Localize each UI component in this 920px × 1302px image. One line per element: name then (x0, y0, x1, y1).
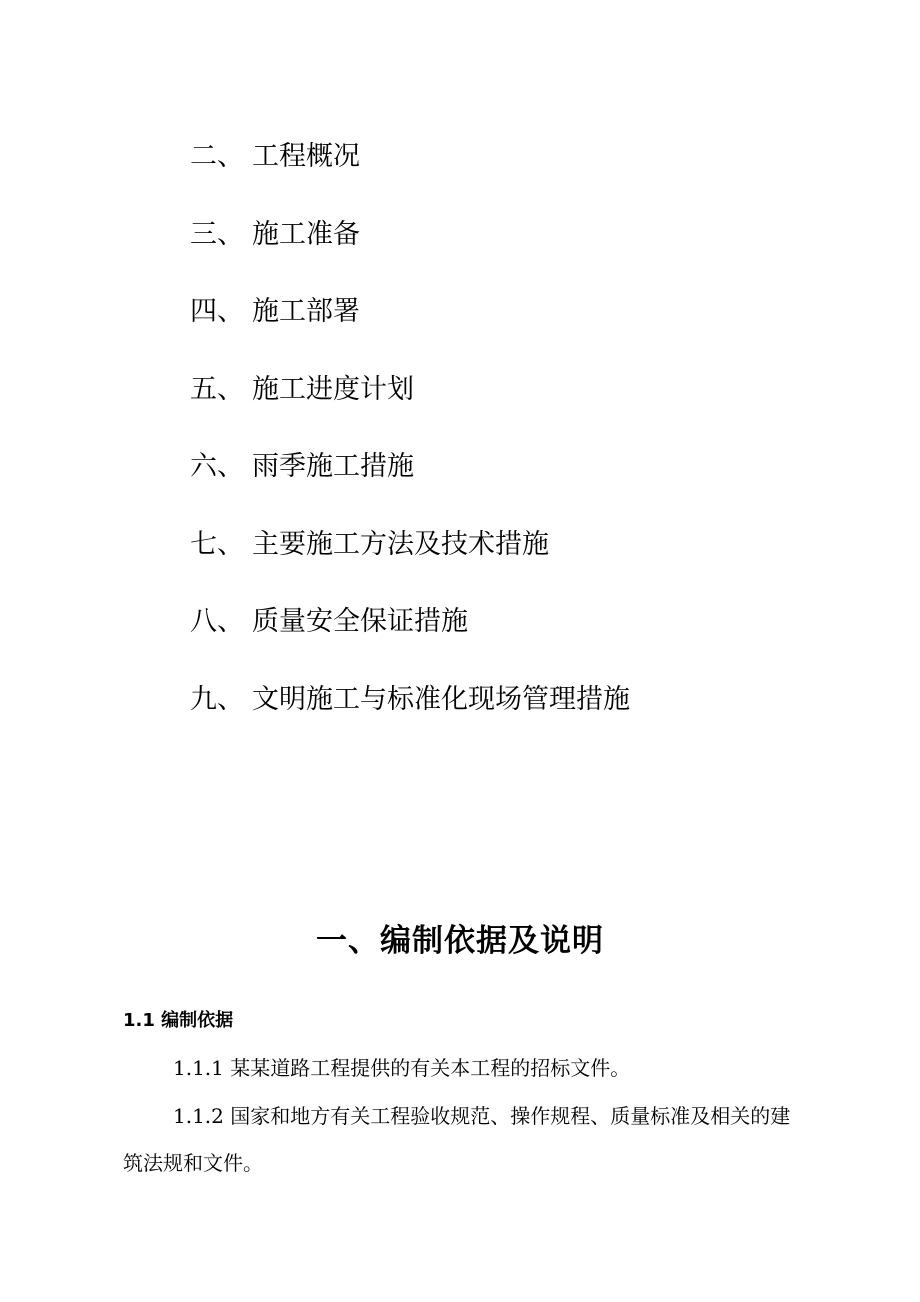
paragraph: 1.1.1 某某道路工程提供的有关本工程的招标文件。 (173, 1056, 631, 1080)
toc-item-6 (190, 444, 630, 522)
toc-item-label: 文明施工与标准化现场管理措施 (252, 683, 630, 715)
toc-item-label: 雨季施工措施 (252, 451, 414, 482)
toc-item-number: 二、 (190, 141, 244, 172)
toc-item-label: 主要施工方法及技术措施 (252, 528, 549, 560)
toc-item-number: 八、 (190, 606, 244, 637)
toc-item-number: 三、 (190, 218, 244, 250)
section-heading: 1.1 编制依据 (123, 1010, 234, 1031)
toc-item-4 (190, 289, 630, 367)
toc-item-number: 九、 (190, 683, 244, 715)
table-of-contents (190, 134, 630, 754)
toc-item-7 (190, 522, 630, 600)
paragraph: 1.1.2 国家和地方有关工程验收规范、操作规程、质量标准及相关的建筑法规和文件。 (123, 1104, 791, 1175)
chapter-title: 一、编制依据及说明 (316, 923, 604, 959)
toc-item-number: 五、 (190, 373, 244, 405)
toc-item-5 (190, 367, 630, 445)
toc-item-label: 施工部署 (252, 296, 360, 327)
toc-item-2 (190, 134, 630, 212)
toc-item-label: 质量安全保证措施 (252, 606, 468, 637)
toc-item-label: 施工准备 (252, 218, 360, 250)
toc-item-3 (190, 212, 630, 290)
toc-item-number: 四、 (190, 296, 244, 327)
toc-item-label: 工程概况 (252, 141, 360, 172)
toc-item-8 (190, 599, 630, 677)
toc-item-number: 七、 (190, 528, 244, 560)
toc-item-label: 施工进度计划 (252, 373, 414, 405)
toc-item-number: 六、 (190, 451, 244, 482)
toc-item-9 (190, 677, 630, 755)
